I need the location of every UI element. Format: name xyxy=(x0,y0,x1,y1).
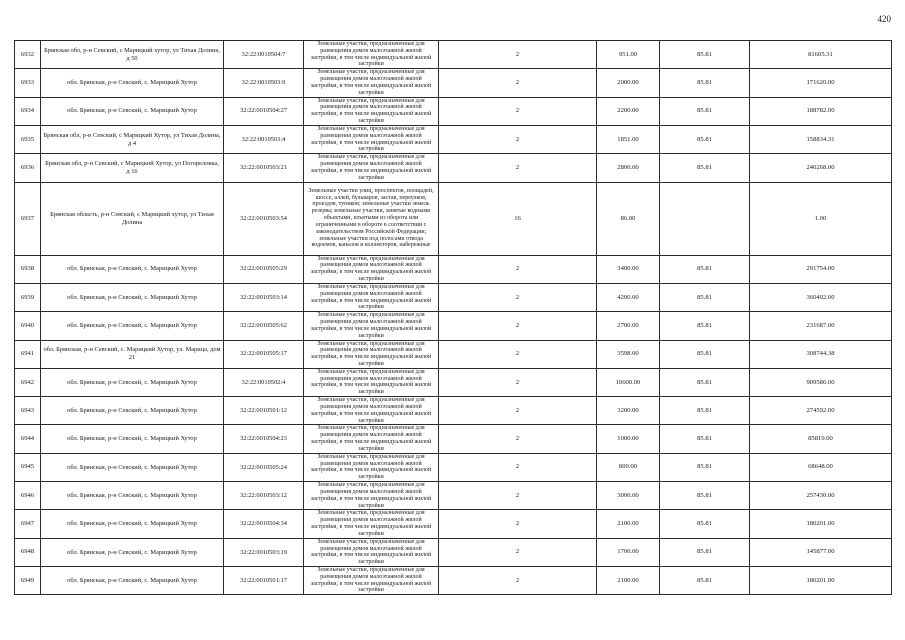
row-number: 6937 xyxy=(15,182,41,255)
page-number: 420 xyxy=(877,14,891,24)
row-number: 6940 xyxy=(15,312,41,340)
cadastral-value-cell: 158834.31 xyxy=(750,125,892,153)
land-use-category-cell: Земельные участки, предназначенные для размещения домов малоэтажной жилой застройки, в том числе индивидуальной жилой застройки xyxy=(304,397,439,425)
area-cell: 1700.00 xyxy=(597,538,660,566)
address-cell: Брянская обл, р-н Севский, с Марицкий Хутор, ул Погореловка, д 16 xyxy=(41,154,224,182)
cadastral-value-cell: 257430.00 xyxy=(750,482,892,510)
cadastral-number-cell: 32:22:0010503:4 xyxy=(224,125,304,153)
specific-value-cell: 85.81 xyxy=(660,340,750,368)
cadastral-number-cell: 32:22:0010502:4 xyxy=(224,368,304,396)
table-row xyxy=(15,340,892,368)
cadastral-number-cell: 32:22:0010504:7 xyxy=(224,41,304,69)
row-number: 6932 xyxy=(15,41,41,69)
table-row xyxy=(15,125,892,153)
group-code-cell: 2 xyxy=(439,69,597,97)
land-use-category-cell: Земельные участки, предназначенные для размещения домов малоэтажной жилой застройки, в том числе индивидуальной жилой застройки xyxy=(304,453,439,481)
address-cell: обл. Брянская, р-н Севский, с. Марицкий Хутор xyxy=(41,567,224,595)
cadastral-number-cell: 32:22:0010503:54 xyxy=(224,182,304,255)
table-row xyxy=(15,453,892,481)
specific-value-cell: 85.81 xyxy=(660,425,750,453)
specific-value-cell: 85.81 xyxy=(660,283,750,311)
specific-value-cell: 85.81 xyxy=(660,510,750,538)
row-number: 6933 xyxy=(15,69,41,97)
cadastral-value-cell: 1.00 xyxy=(750,182,892,255)
address-cell: обл. Брянская, р-н Севский, с. Марицкий Хутор xyxy=(41,510,224,538)
specific-value-cell: 85.81 xyxy=(660,482,750,510)
table-row xyxy=(15,182,892,255)
area-cell: 3598.00 xyxy=(597,340,660,368)
area-cell: 800.00 xyxy=(597,453,660,481)
area-cell: 2000.00 xyxy=(597,69,660,97)
area-cell: 951.00 xyxy=(597,41,660,69)
land-use-category-cell: Земельные участки, предназначенные для размещения домов малоэтажной жилой застройки, в том числе индивидуальной жилой застройки xyxy=(304,538,439,566)
cadastral-number-cell: 32:22:0010504:34 xyxy=(224,510,304,538)
group-code-cell: 2 xyxy=(439,538,597,566)
land-use-category-cell: Земельные участки, предназначенные для размещения домов малоэтажной жилой застройки, в том числе индивидуальной жилой застройки xyxy=(304,283,439,311)
land-use-category-cell: Земельные участки, предназначенные для размещения домов малоэтажной жилой застройки, в том числе индивидуальной жилой застройки xyxy=(304,482,439,510)
address-cell: обл. Брянская, р-н Севский, с. Марицкий Хутор xyxy=(41,312,224,340)
address-cell: обл. Брянская, р-н Севский, с. Марицкий Хутор, ул. Марица, дом 21 xyxy=(41,340,224,368)
row-number: 6949 xyxy=(15,567,41,595)
cadastral-value-cell: 291754.00 xyxy=(750,255,892,283)
specific-value-cell: 85.81 xyxy=(660,312,750,340)
cadastral-number-cell: 32:22:0010503:9 xyxy=(224,69,304,97)
land-use-category-cell: Земельные участки, предназначенные для размещения домов малоэтажной жилой застройки, в том числе индивидуальной жилой застройки xyxy=(304,312,439,340)
land-use-category-cell: Земельные участки, предназначенные для размещения домов малоэтажной жилой застройки, в том числе индивидуальной жилой застройки xyxy=(304,340,439,368)
land-use-category-cell: Земельные участки, предназначенные для размещения домов малоэтажной жилой застройки, в том числе индивидуальной жилой застройки xyxy=(304,97,439,125)
group-code-cell: 16 xyxy=(439,182,597,255)
specific-value-cell: 85.81 xyxy=(660,69,750,97)
row-number: 6945 xyxy=(15,453,41,481)
address-cell: обл. Брянская, р-н Севский, с. Марицкий Хутор xyxy=(41,97,224,125)
land-use-category-cell: Земельные участки, предназначенные для размещения домов малоэтажной жилой застройки, в том числе индивидуальной жилой застройки xyxy=(304,125,439,153)
address-cell: обл. Брянская, р-н Севский, с. Марицкий Хутор xyxy=(41,255,224,283)
row-number: 6935 xyxy=(15,125,41,153)
specific-value-cell: 85.81 xyxy=(660,41,750,69)
row-number: 6936 xyxy=(15,154,41,182)
cadastral-number-cell: 32:22:0010505:62 xyxy=(224,312,304,340)
area-cell: 1000.00 xyxy=(597,425,660,453)
table-row xyxy=(15,69,892,97)
address-cell: обл. Брянская, р-н Севский, с. Марицкий Хутор xyxy=(41,482,224,510)
area-cell: 2800.00 xyxy=(597,154,660,182)
land-use-category-cell: Земельные участки улиц, проспектов, площадей, шоссе, аллей, бульваров, застав, переулков, проездов, тупиков; земельные участки земель резерва; земельные участки, занятые водными объектами, изъятыми из оборота или ограниченными в обороте в соответствии с законодательством Российской Федерации; земельные участки под полосами отвода водоемов, каналов и коллекторов, набережные xyxy=(304,182,439,255)
address-cell: обл. Брянская, р-н Севский, с. Марицкий Хутор xyxy=(41,397,224,425)
table-row xyxy=(15,312,892,340)
cadastral-value-cell: 231687.00 xyxy=(750,312,892,340)
group-code-cell: 2 xyxy=(439,567,597,595)
cadastral-number-cell: 32:22:0010501:17 xyxy=(224,567,304,595)
group-code-cell: 2 xyxy=(439,340,597,368)
address-cell: обл. Брянская, р-н Севский, с. Марицкий Хутор xyxy=(41,368,224,396)
area-cell: 1851.00 xyxy=(597,125,660,153)
group-code-cell: 2 xyxy=(439,312,597,340)
cadastral-value-cell: 308744.38 xyxy=(750,340,892,368)
specific-value-cell: 85.81 xyxy=(660,255,750,283)
specific-value-cell: 85.81 xyxy=(660,97,750,125)
area-cell: 86.00 xyxy=(597,182,660,255)
table-row xyxy=(15,567,892,595)
area-cell: 2100.00 xyxy=(597,567,660,595)
group-code-cell: 2 xyxy=(439,97,597,125)
cadastral-number-cell: 32:22:0010503:14 xyxy=(224,283,304,311)
area-cell: 4200.00 xyxy=(597,283,660,311)
row-number: 6944 xyxy=(15,425,41,453)
land-use-category-cell: Земельные участки, предназначенные для размещения домов малоэтажной жилой застройки, в том числе индивидуальной жилой застройки xyxy=(304,510,439,538)
cadastral-value-cell: 171620.00 xyxy=(750,69,892,97)
cadastral-number-cell: 32:22:0010505:17 xyxy=(224,340,304,368)
cadastral-value-cell: 188782.00 xyxy=(750,97,892,125)
group-code-cell: 2 xyxy=(439,510,597,538)
cadastral-value-cell: 360402.00 xyxy=(750,283,892,311)
specific-value-cell: 85.81 xyxy=(660,125,750,153)
specific-value-cell: 85.81 xyxy=(660,567,750,595)
address-cell: Брянская обл, р-н Севский, с Марицкий Хутор, ул Тихая Долина, д 4 xyxy=(41,125,224,153)
cadastral-number-cell: 32:22:0010503:12 xyxy=(224,482,304,510)
group-code-cell: 2 xyxy=(439,368,597,396)
cadastral-value-cell: 180201.00 xyxy=(750,510,892,538)
land-use-category-cell: Земельные участки, предназначенные для размещения домов малоэтажной жилой застройки, в том числе индивидуальной жилой застройки xyxy=(304,41,439,69)
row-number: 6934 xyxy=(15,97,41,125)
table-row xyxy=(15,510,892,538)
group-code-cell: 2 xyxy=(439,482,597,510)
row-number: 6939 xyxy=(15,283,41,311)
land-valuation-table xyxy=(14,40,892,595)
group-code-cell: 2 xyxy=(439,154,597,182)
area-cell: 3400.00 xyxy=(597,255,660,283)
area-cell: 2200.00 xyxy=(597,97,660,125)
row-number: 6948 xyxy=(15,538,41,566)
specific-value-cell: 85.81 xyxy=(660,368,750,396)
specific-value-cell: 85.81 xyxy=(660,453,750,481)
table-row xyxy=(15,154,892,182)
cadastral-value-cell: 274592.00 xyxy=(750,397,892,425)
specific-value-cell: 85.81 xyxy=(660,154,750,182)
address-cell: обл. Брянская, р-н Севский, с. Марицкий Хутор xyxy=(41,283,224,311)
cadastral-number-cell: 32:22:0010504:23 xyxy=(224,425,304,453)
specific-value-cell: 85.81 xyxy=(660,538,750,566)
land-use-category-cell: Земельные участки, предназначенные для размещения домов малоэтажной жилой застройки, в том числе индивидуальной жилой застройки xyxy=(304,567,439,595)
table-row xyxy=(15,97,892,125)
row-number: 6947 xyxy=(15,510,41,538)
cadastral-value-cell: 81605.31 xyxy=(750,41,892,69)
table-row xyxy=(15,538,892,566)
row-number: 6946 xyxy=(15,482,41,510)
table-row xyxy=(15,41,892,69)
cadastral-number-cell: 32:22:0010505:29 xyxy=(224,255,304,283)
group-code-cell: 2 xyxy=(439,397,597,425)
land-use-category-cell: Земельные участки, предназначенные для размещения домов малоэтажной жилой застройки, в том числе индивидуальной жилой застройки xyxy=(304,154,439,182)
land-use-category-cell: Земельные участки, предназначенные для размещения домов малоэтажной жилой застройки, в том числе индивидуальной жилой застройки xyxy=(304,69,439,97)
group-code-cell: 2 xyxy=(439,255,597,283)
land-use-category-cell: Земельные участки, предназначенные для размещения домов малоэтажной жилой застройки, в том числе индивидуальной жилой застройки xyxy=(304,425,439,453)
cadastral-value-cell: 85810.00 xyxy=(750,425,892,453)
group-code-cell: 2 xyxy=(439,41,597,69)
table-row xyxy=(15,425,892,453)
row-number: 6943 xyxy=(15,397,41,425)
address-cell: обл. Брянская, р-н Севский, с. Марицкий Хутор xyxy=(41,425,224,453)
cadastral-number-cell: 32:22:0010503:19 xyxy=(224,538,304,566)
cadastral-value-cell: 240268.00 xyxy=(750,154,892,182)
address-cell: Брянская обл, р-н Севский, с Марицкий хутор, ул Тихая Долина, д 50 xyxy=(41,41,224,69)
row-number: 6942 xyxy=(15,368,41,396)
table-row xyxy=(15,482,892,510)
cadastral-value-cell: 180201.00 xyxy=(750,567,892,595)
table-row xyxy=(15,255,892,283)
row-number: 6941 xyxy=(15,340,41,368)
group-code-cell: 2 xyxy=(439,125,597,153)
row-number: 6938 xyxy=(15,255,41,283)
area-cell: 3000.00 xyxy=(597,482,660,510)
cadastral-number-cell: 32:22:0010505:24 xyxy=(224,453,304,481)
table-row xyxy=(15,397,892,425)
table-row xyxy=(15,368,892,396)
cadastral-value-cell: 909586.00 xyxy=(750,368,892,396)
cadastral-number-cell: 32:22:0010503:21 xyxy=(224,154,304,182)
area-cell: 2100.00 xyxy=(597,510,660,538)
area-cell: 3200.00 xyxy=(597,397,660,425)
specific-value-cell xyxy=(660,182,750,255)
area-cell: 10600.00 xyxy=(597,368,660,396)
cadastral-value-cell: 145877.00 xyxy=(750,538,892,566)
table-row xyxy=(15,283,892,311)
group-code-cell: 2 xyxy=(439,283,597,311)
land-use-category-cell: Земельные участки, предназначенные для размещения домов малоэтажной жилой застройки, в том числе индивидуальной жилой застройки xyxy=(304,255,439,283)
cadastral-number-cell: 32:22:0010504:27 xyxy=(224,97,304,125)
cadastral-number-cell: 32:22:0010501:12 xyxy=(224,397,304,425)
group-code-cell: 2 xyxy=(439,425,597,453)
group-code-cell: 2 xyxy=(439,453,597,481)
land-use-category-cell: Земельные участки, предназначенные для размещения домов малоэтажной жилой застройки, в том числе индивидуальной жилой застройки xyxy=(304,368,439,396)
cadastral-value-cell: 68648.00 xyxy=(750,453,892,481)
area-cell: 2700.00 xyxy=(597,312,660,340)
address-cell: обл. Брянская, р-н Севский, с. Марицкий Хутор xyxy=(41,69,224,97)
address-cell: обл. Брянская, р-н Севский, с. Марицкий Хутор xyxy=(41,538,224,566)
address-cell: обл. Брянская, р-н Севский, с. Марицкий Хутор xyxy=(41,453,224,481)
address-cell: Брянская область, р-н Севский, с Марицкий хутор, ул Тихая Долина xyxy=(41,182,224,255)
specific-value-cell: 85.81 xyxy=(660,397,750,425)
